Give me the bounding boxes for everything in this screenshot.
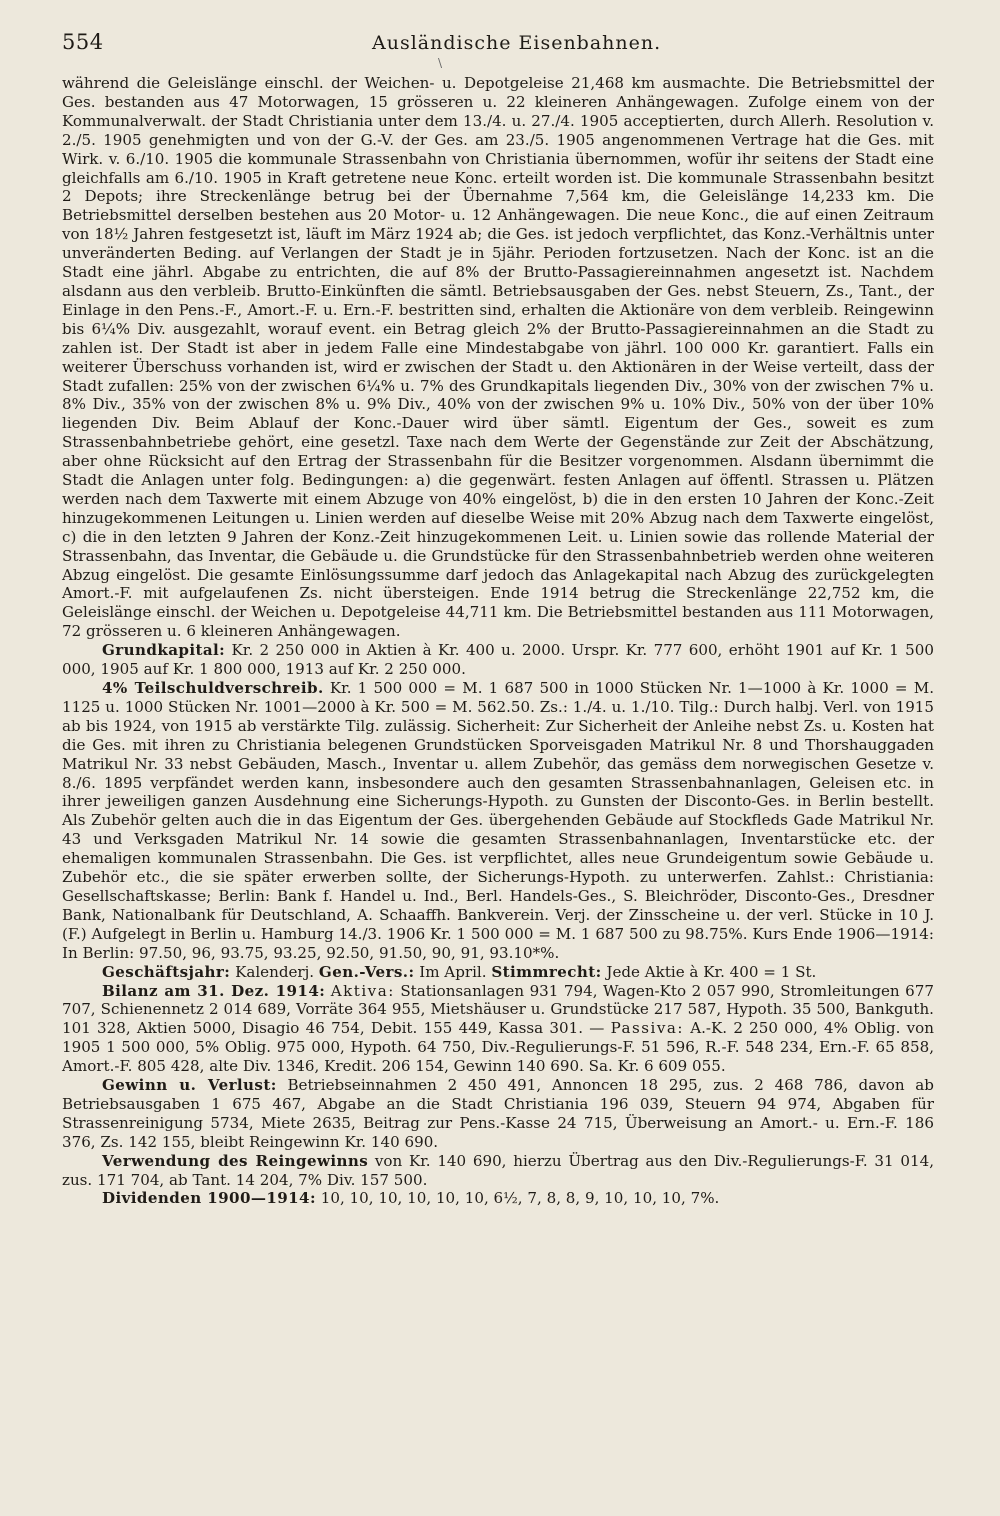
passiva-label: Passiva: [610, 1019, 684, 1038]
dividenden-text: 10, 10, 10, 10, 10, 10, 6½, 7, 8, 8, 9, 10, 10, 10, 7%. [320, 1189, 720, 1208]
aktiva-label: Aktiva: [330, 981, 395, 1000]
passiva-text: A.-K. 2 250 000, 4% Oblig. von 1905 1 500 000, 5% Oblig. 975 000, Hypoth. 64 750, Div.-Regulierungs-F. 51 596, R.-F. 548 234, Ern.-F. 65 858, Amort.-F. 805 428, alte Div. 1346, Kredit. 206 154, Gewinn 140 690. Sa. Kr. 6 609 055. [62, 1019, 934, 1076]
running-head: Ausländische Eisenbahnen. [372, 32, 662, 54]
grundkapital-label: Grundkapital: [102, 641, 226, 660]
bilanz-label: Bilanz am 31. Dez. 1914: [102, 981, 326, 1000]
anleihe-label: 4% Teilschuldverschreib. [102, 679, 324, 697]
page-number: 554 [62, 30, 104, 54]
margin-mark: \ [438, 56, 443, 70]
history-paragraph: während die Geleislänge einschl. der Weichen- u. Depotgeleise 21,468 km ausmachte. Die Betriebsmittel der Ges. bestanden aus 47 Motorwagen, 15 grösseren u. 22 kleineren Anhängewagen. Zufolge einem von der Kommunalverwalt. der Stadt Christiania unter dem 13./4. u. 27./4. 1905 acceptierten, durch Allerh. Resolution v. 2./5. 1905 genehmigten und von der G.-V. der Ges. am 23./5. 1905 angenommenen Vertrage hat die Ges. mit Wirk. v. 6./10. 1905 die kommunale Strassenbahn von Christiania übernommen, wofür ihr seitens der Stadt eine gleichfalls am 6./10. 1905 in Kraft getretene neue Konc. erteilt worden ist. Die kommunale Strassenbahn besitzt 2 Depots; ihre Streckenlänge betrug bei der Übernahme 7,564 km, die Geleislänge 14,233 km. Die Betriebsmittel derselben bestehen aus 20 Motor- u. 12 Anhängewagen. Die neue Konc., die auf einen Zeitraum von 18½ Jahren festgesetzt ist, läuft im März 1924 ab; die Ges. ist jedoch verpflichtet, das Konz.-Verhältnis unter unveränderten Beding. auf Verlangen der Stadt je in 5jähr. Perioden fortzusetzen. Nach der Konc. ist an die Stadt eine jährl. Abgabe zu entrichten, die auf 8% der Brutto-Passagiereinnahmen angesetzt ist. Nachdem alsdann aus den verbleib. Brutto-Einkünften die sämtl. Betriebsausgaben der Ges. nebst Steuern, Zs., Tant., der Einlage in den Pens.-F., Amort.-F. u. Ern.-F. bestritten sind, erhalten die Aktionäre von dem verbleib. Reingewinn bis 6¼% Div. ausgezahlt, worauf event. ein Betrag gleich 2% der Brutto-Passagiereinnahmen an die Stadt zu zahlen ist. Der Stadt ist aber in jedem Falle eine Mindestabgabe von jährl. 100 000 Kr. garantiert. Falls ein weiterer Überschuss vorhanden ist, wird er zwischen der Stadt u. den Aktionären in der Weise verteilt, dass der Stadt zufallen: 25% von der zwischen 6¼% u. 7% des Grundkapitals liegenden Div., 30% von der zwischen 7% u. 8% Div., 35% von der zwischen 8% u. 9% Div., 40% von der zwischen 9% u. 10% Div., 50% von der über 10% liegenden Div. Beim Ablauf der Konc.-Dauer wird über sämtl. Eigentum der Ges., soweit es zum Strassenbahnbetriebe gehört, eine gesetzl. Taxe nach dem Werte der Gegenstände zur Zeit der Abschätzung, aber ohne Rücksicht auf den Ertrag der Strassenbahn für die Besitzer vorgenommen. Alsdann übernimmt die Stadt die Anlagen unter folg. Bedingungen: a) die gegenwärt. festen Anlagen auf öffentl. Strassen u. Plätzen werden nach dem Taxwerte mit einem Abzuge von 40% eingelöst, b) die in den ersten 10 Jahren der Konc.-Zeit hinzugekommenen Leitungen u. Linien werden auf dieselbe Weise mit 20% Abzug nach dem Taxwerte eingelöst, c) die in den letzten 9 Jahren der Konz.-Zeit hinzugekommenen Leit. u. Linien sowie das rollende Material der Strassenbahn, das Inventar, die Gebäude u. die Grundstücke für den Strassenbahnbetrieb werden ohne weiteren Abzug eingelöst. Die gesamte Einlösungssumme darf jedoch das Anlagekapital nach Abzug des zurückgelegten Amort.-F. mit aufgelaufenen Zs. nicht übersteigen. Ende 1914 betrug die Streckenlänge 22,752 km, die Geleislänge einschl. der Weichen u. Depotgeleise 44,711 km. Die Betriebsmittel bestanden aus 111 Motorwagen, 72 grösseren u. 6 kleineren Anhängewagen. [62, 74, 934, 641]
gv-label: Gen.-Vers.: [318, 962, 415, 981]
verwendung-paragraph [62, 1152, 934, 1190]
body-text [62, 74, 934, 1208]
anleihe-text: Kr. 1 500 000 = M. 1 687 500 in 1000 Stücken Nr. 1—1000 à Kr. 1000 = M. 1125 u. 1000 Stücken Nr. 1001—2000 à Kr. 500 = M. 562.50. Zs.: 1./4. u. 1./10. Tilg.: Durch halbj. Verl. von 1915 ab bis 1924, von 1915 ab verstärkte Tilg. zulässig. Sicherheit: Zur Sicherheit der Anleihe nebst Zs. u. Kosten hat die Ges. mit ihren zu Christiania belegenen Grundstücken Sporveisgaden Matrikul Nr. 8 und Thorshauggaden Matrikul Nr. 33 nebst Gebäuden, Masch., Inventar u. allem Zubehör, das gemäss dem norwegischen Gesetze v. 8./6. 1895 verpfändet werden kann, insbesondere auch den gesamten Strassenbahnanlagen, Geleisen etc. in ihrer jeweiligen ganzen Ausdehnung eine Sicherungs-Hypoth. zu Gunsten der Disconto-Ges. in Berlin bestellt. Als Zubehör gelten auch die in das Eigentum der Ges. übergehenden Gebäude auf Stockfleds Gade Matrikul Nr. 43 und Verksgaden Matrikul Nr. 14 sowie die gesamten Strassenbahnanlagen, Inventarstücke etc. der ehemaligen kommunalen Strassenbahn. Die Ges. ist verpflichtet, alles neue Grundeigentum sowie Gebäude u. Zubehör etc., die sie später erwerben sollte, der Sicherungs-Hypoth. zu unterwerfen. Zahlst.: Christiania: Gesellschaftskasse; Berlin: Bank f. Handel u. Ind., Berl. Handels-Ges., S. Bleichröder, Disconto-Ges., Dresdner Bank, Nationalbank für Deutschland, A. Schaaffh. Bankverein. Verj. der Zinsscheine u. der verl. Stücke in 10 J. (F.) Aufgelegt in Berlin u. Hamburg 14./3. 1906 Kr. 1 500 000 = M. 1 687 500 zu 98.75%. Kurs Ende 1906—1914: In Berlin: 97.50, 96, 93.75, 93.25, 92.50, 91.50, 90, 91, 93.10*%. [62, 679, 934, 962]
guv-text: Betriebseinnahmen 2 450 491, Annoncen 18 295, zus. 2 468 786, davon ab Betriebsausgaben 1 675 467, Abgabe an die Stadt Christiania 196 039, Steuern 94 974, Abgaben für Strassenreinigung 5734, Miete 2635, Beitrag zur Pens.-Kasse 24 715, Überweisung an Amort.- u. Ern.-F. 186 376, Zs. 142 155, bleibt Reingewinn Kr. 140 690. [62, 1076, 934, 1151]
stimmrecht-text: Jede Aktie à Kr. 400 = 1 St. [606, 962, 817, 981]
guv-label: Gewinn u. Verlust: [102, 1076, 277, 1095]
verwendung-label: Verwendung des Reingewinns [102, 1151, 369, 1170]
grundkapital-text: Kr. 2 250 000 in Aktien à Kr. 400 u. 2000. Urspr. Kr. 777 600, erhöht 1901 auf Kr. 1 500 000, 1905 auf Kr. 1 800 000, 1913 auf Kr. 2 250 000. [62, 641, 934, 679]
dividenden-paragraph [62, 1189, 934, 1208]
aktiva-text: Stationsanlagen 931 794, Wagen-Kto 2 057 990, Stromleitungen 677 707, Schienennetz 2 014 689, Vorräte 364 955, Mietshäuser u. Grundstücke 217 587, Hypoth. 35 500, Bankguth. 101 328, Aktien 5000, Disagio 46 754, Debit. 155 449, Kassa 301. [62, 981, 934, 1038]
page-header [62, 30, 934, 54]
dividenden-label: Dividenden 1900—1914: [102, 1189, 316, 1208]
anleihe-paragraph [62, 679, 934, 963]
stimmrecht-label: Stimmrecht: [491, 962, 602, 981]
bilanz-paragraph: Bilanz am 31. Dez. 1914: Aktiva: Stationsanlagen 931 794, Wagen-Kto 2 057 990, Stromleitungen 677 707, Schienennetz 2 014 689, Vorräte 364 955, Mietshäuser u. Grundstücke 217 587, Hypoth. 35 500, Bankguth. 101 328, Aktien 5000, Disagio 46 754, Debit. 155 449, Kassa 301. — Passiva: A.-K. 2 250 000, 4% Oblig. von 1905 1 500 000, 5% Oblig. 975 000, Hypoth. 64 750, Div.-Regulierungs-F. 51 596, R.-F. 548 234, Ern.-F. 65 858, Amort.-F. 805 428, alte Div. 1346, Kredit. 206 154, Gewinn 140 690. Sa. Kr. 6 609 055. [62, 981, 934, 1076]
meta-paragraph [62, 963, 934, 982]
grundkapital-paragraph [62, 641, 934, 679]
geschaeftsjahr-label: Geschäftsjahr: [102, 962, 231, 981]
gv-text: Im April. [419, 962, 487, 981]
verwendung-text: von Kr. 140 690, hierzu Übertrag aus den Div.-Regulierungs-F. 31 014, zus. 171 704, ab Tant. 14 204, 7% Div. 157 500. [62, 1151, 934, 1189]
guv-paragraph [62, 1076, 934, 1152]
geschaeftsjahr-text: Kalenderj. [235, 962, 315, 981]
